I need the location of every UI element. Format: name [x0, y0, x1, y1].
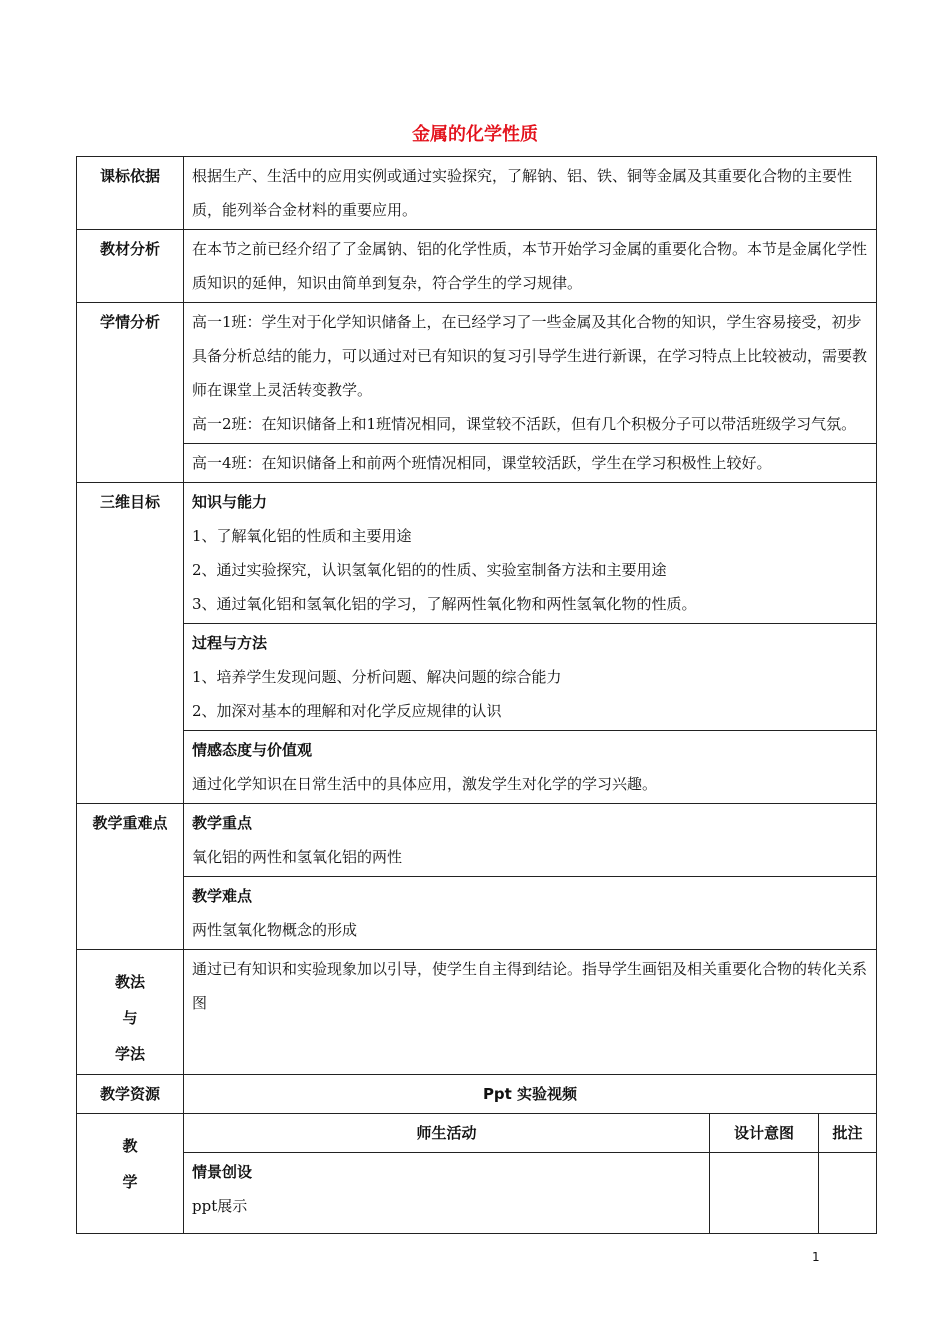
row-curriculum-basis: [77, 157, 877, 230]
activity-cell: [184, 1153, 710, 1234]
row-key-points: [77, 804, 877, 877]
label-three-dimensional-goals: 三维目标: [77, 483, 184, 804]
textbook-analysis-text: 在本节之前已经介绍了了金属钠、铝的化学性质，本节开始学习金属的重要化合物。本节是金属化学性质知识的延伸，知识由简单到复杂，符合学生的学习规律。: [184, 230, 877, 303]
row-difficult-points: [77, 877, 877, 950]
knowledge-item: 3、通过氧化铝和氢氧化铝的学习，了解两性氧化物和两性氢氧化物的性质。: [192, 595, 697, 613]
class-1-analysis: 高一1班：学生对于化学知识储备上，在已经学习了一些金属及其化合物的知识，学生容易接受，初步具备分析总结的能力，可以通过对已有知识的复习引导学生进行新课，在学习特点上比较被动，需要教师在课堂上灵活转变教学。: [192, 313, 868, 399]
label-line: 与: [122, 1009, 138, 1027]
class-2-analysis: 高一2班：在知识储备上和1班情况相同，课堂较不活跃，但有几个积极分子可以带活班级学习气氛。: [192, 415, 857, 433]
process-method-cell: [184, 624, 877, 731]
label-teaching-process: [77, 1114, 184, 1234]
teaching-methods-text: 通过已有知识和实验现象加以引导，使学生自主得到结论。指导学生画铝及相关重要化合物的转化关系图: [184, 950, 877, 1075]
label-teaching-learning-methods: [77, 950, 184, 1075]
label-textbook-analysis: 教材分析: [77, 230, 184, 303]
label-line: 教: [122, 1137, 138, 1155]
label-key-difficult-points: 教学重难点: [77, 804, 184, 950]
row-objectives-process: [77, 624, 877, 731]
emotion-values-heading: 情感态度与价值观: [192, 741, 313, 759]
activity-heading: 情景创设: [192, 1163, 253, 1181]
row-teaching-resources: [77, 1075, 877, 1114]
activity-text: ppt展示: [192, 1197, 248, 1215]
header-annotation: 批注: [819, 1114, 877, 1153]
class-4-analysis: 高一4班：在知识储备上和前两个班情况相同，课堂较活跃，学生在学习积极性上较好。: [184, 444, 877, 483]
row-student-analysis-class4: [77, 444, 877, 483]
process-method-heading: 过程与方法: [192, 634, 268, 652]
teaching-resources-text: Ppt 实验视频: [184, 1075, 877, 1114]
header-activities: 师生活动: [184, 1114, 710, 1153]
process-item: 2、加深对基本的理解和对化学反应规律的认识: [192, 702, 502, 720]
label-curriculum-basis: 课标依据: [77, 157, 184, 230]
difficult-point-cell: [184, 877, 877, 950]
design-intent-cell: [710, 1153, 819, 1234]
difficult-point-heading: 教学难点: [192, 887, 253, 905]
process-item: 1、培养学生发现问题、分析问题、解决问题的综合能力: [192, 668, 562, 686]
row-objectives-knowledge: [77, 483, 877, 624]
knowledge-ability-cell: [184, 483, 877, 624]
difficult-point-text: 两性氢氧化物概念的形成: [192, 921, 358, 939]
row-objectives-emotion: [77, 731, 877, 804]
header-design-intent: 设计意图: [710, 1114, 819, 1153]
key-point-heading: 教学重点: [192, 814, 253, 832]
knowledge-item: 2、通过实验探究，认识氢氧化铝的的性质、实验室制备方法和主要用途: [192, 561, 667, 579]
label-line: 学法: [114, 1045, 145, 1063]
label-teaching-resources: 教学资源: [77, 1075, 184, 1114]
emotion-values-cell: [184, 731, 877, 804]
knowledge-ability-heading: 知识与能力: [192, 493, 268, 511]
row-student-analysis: [77, 303, 877, 444]
lesson-plan-table: [76, 156, 877, 1234]
row-teaching-methods: [77, 950, 877, 1075]
knowledge-item: 1、了解氧化铝的性质和主要用途: [192, 527, 412, 545]
page-number: 1: [812, 1250, 820, 1264]
student-analysis-classes-1-2: [184, 303, 877, 444]
key-point-text: 氧化铝的两性和氢氧化铝的两性: [192, 848, 403, 866]
emotion-values-text: 通过化学知识在日常生活中的具体应用，激发学生对化学的学习兴趣。: [192, 775, 658, 793]
curriculum-basis-text: 根据生产、生活中的应用实例或通过实验探究，了解钠、铝、铁、铜等金属及其重要化合物的主要性质，能列举合金材料的重要应用。: [184, 157, 877, 230]
document-title: 金属的化学性质: [412, 124, 538, 145]
row-teaching-process-content: [77, 1153, 877, 1234]
key-point-cell: [184, 804, 877, 877]
label-line: 教法: [114, 973, 145, 991]
label-student-analysis: 学情分析: [77, 303, 184, 483]
label-line: 学: [122, 1173, 138, 1191]
row-textbook-analysis: [77, 230, 877, 303]
row-teaching-process-header: [77, 1114, 877, 1153]
annotation-cell: [819, 1153, 877, 1234]
